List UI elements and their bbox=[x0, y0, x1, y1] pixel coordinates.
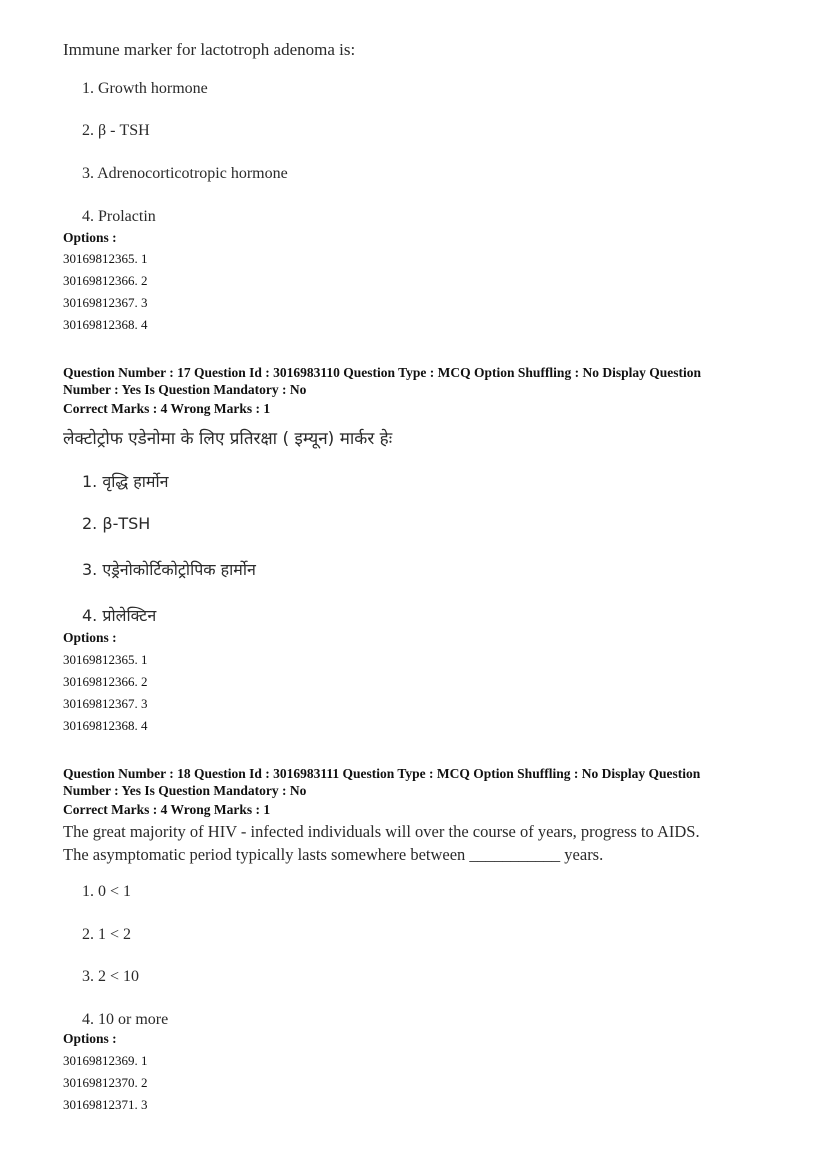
question-text-line: The great majority of HIV - infected individuals will over the course of years, progress to AIDS. bbox=[63, 822, 700, 841]
question-text: लेक्टोट्रोफ एडेनोमा के लिए प्रतिरक्षा ( इम्यून) मार्कर हेः bbox=[63, 429, 393, 449]
option-id: 30169812371. 3 bbox=[63, 1097, 148, 1112]
option-id: 30169812365. 1 bbox=[63, 652, 148, 667]
question-meta-line: Question Number : 18 Question Id : 3016983111 Question Type : MCQ Option Shuffling : No Display Question bbox=[63, 766, 701, 781]
choice-3: 3. 2 < 10 bbox=[82, 968, 140, 985]
question-meta-line: Question Number : 17 Question Id : 3016983110 Question Type : MCQ Option Shuffling : No Display Question bbox=[63, 365, 701, 380]
question-marks: Correct Marks : 4 Wrong Marks : 1 bbox=[63, 802, 271, 817]
question-meta-line: Number : Yes Is Question Mandatory : No bbox=[63, 783, 307, 798]
question-meta-line: Number : Yes Is Question Mandatory : No bbox=[63, 382, 307, 397]
choice-1: 1. Growth hormone bbox=[82, 80, 208, 97]
choice-4: 4. प्रोलेक्टिन bbox=[82, 606, 157, 625]
choice-4: 4. Prolactin bbox=[82, 208, 156, 225]
question-marks: Correct Marks : 4 Wrong Marks : 1 bbox=[63, 401, 271, 416]
choice-2: 2. β - TSH bbox=[82, 122, 150, 139]
question-text-line: The asymptomatic period typically lasts somewhere between ___________ years. bbox=[63, 845, 604, 864]
options-label: Options : bbox=[63, 230, 117, 245]
choice-2: 2. 1 < 2 bbox=[82, 926, 132, 943]
question-meta bbox=[63, 364, 773, 398]
option-id: 30169812370. 2 bbox=[63, 1075, 148, 1090]
option-id: 30169812365. 1 bbox=[63, 251, 148, 266]
question-meta bbox=[63, 765, 773, 799]
choice-3: 3. Adrenocorticotropic hormone bbox=[82, 165, 288, 182]
options-label: Options : bbox=[63, 1031, 117, 1046]
option-id: 30169812367. 3 bbox=[63, 696, 148, 711]
option-id: 30169812368. 4 bbox=[63, 317, 148, 332]
option-id: 30169812366. 2 bbox=[63, 674, 148, 689]
option-id: 30169812369. 1 bbox=[63, 1053, 148, 1068]
option-id: 30169812366. 2 bbox=[63, 273, 148, 288]
option-id: 30169812368. 4 bbox=[63, 718, 148, 733]
option-id: 30169812367. 3 bbox=[63, 295, 148, 310]
choice-1: 1. 0 < 1 bbox=[82, 883, 132, 900]
options-label: Options : bbox=[63, 630, 117, 645]
choice-3: 3. एड्रेनोकोर्टिकोट्रोपिक हार्मोन bbox=[82, 560, 256, 579]
choice-1: 1. वृद्धि हार्मोन bbox=[82, 472, 169, 491]
question-text: Immune marker for lactotroph adenoma is: bbox=[63, 40, 356, 59]
choice-4: 4. 10 or more bbox=[82, 1011, 169, 1028]
choice-2: 2. β-TSH bbox=[82, 514, 151, 533]
question-text bbox=[63, 820, 783, 866]
